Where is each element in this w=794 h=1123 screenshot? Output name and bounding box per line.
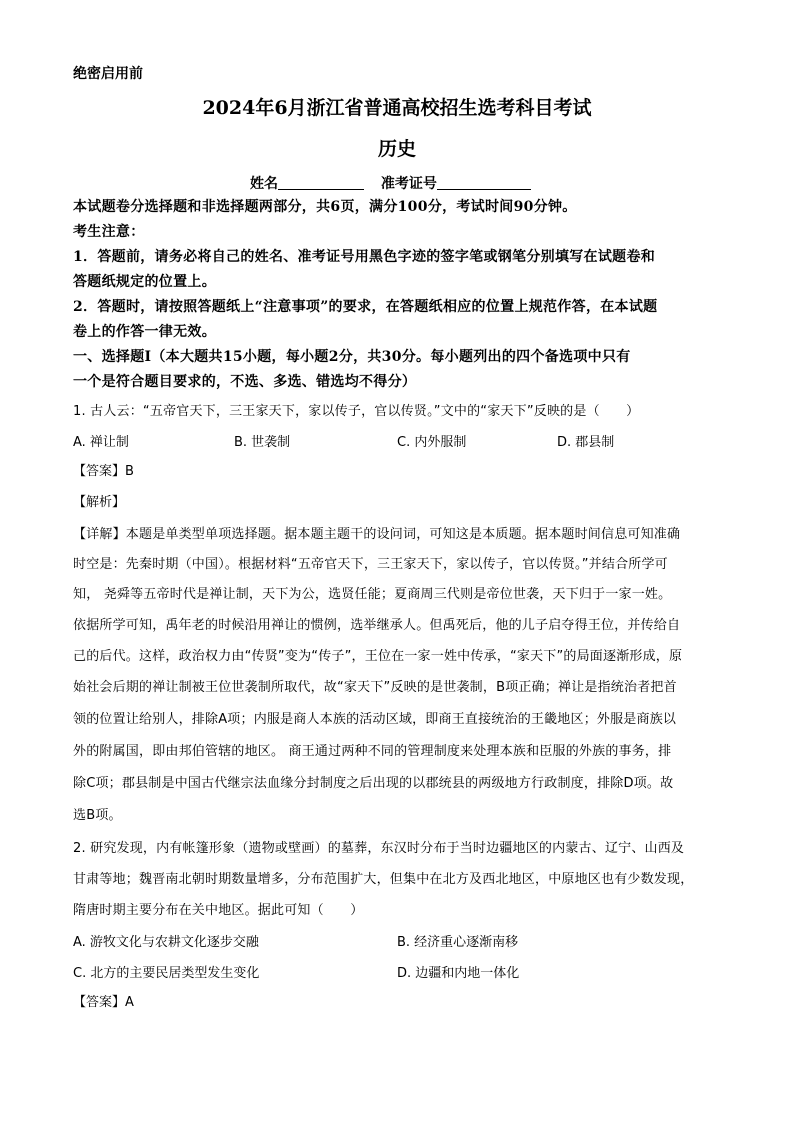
candidate-info-row [250,173,531,193]
exam-number-blank [437,176,531,190]
explanation-line: 时空是：先秦时期（中国）。根据材料“五帝官天下，三王家天下，家以传子，官以传贤。”并结合所学可 [73,557,668,572]
subject-title: 历史 [377,138,416,160]
question-2-option-c: C. 北方的主要民居类型发生变化 [73,966,260,981]
question-2-stem-line-3: 隋唐时期主要分布在关中地区。据此可知（ ） [73,903,364,918]
explanation-line: 【详解】本题是单类型单项选择题。据本题主题干的设问词，可知这是本质题。据本题时间信息可知准确 [73,527,681,542]
name-label: 姓名 [250,176,278,192]
question-1-analysis-tag: 【解析】 [73,495,126,510]
explanation-line: 依据所学可知，禹年老的时候沿用禅让的惯例，选举继承人。但禹死后，他的儿子启夺得王位，并传给自 [73,618,681,633]
question-2-stem-line-1: 2. 研究发现，内有帐篷形象（遗物或壁画）的墓葬，东汉时分布于当时边疆地区的内蒙古、辽宁、山西及 [73,841,685,856]
note-1-line-1: 1．答题前，请务必将自己的姓名、准考证号用黑色字迹的签字笔或钢笔分别填写在试题卷和 [73,249,656,265]
question-2-option-b: B. 经济重心逐渐南移 [397,935,519,950]
question-1-option-d: D. 郡县制 [557,435,615,450]
notes-title: 考生注意： [73,224,145,240]
explanation-line: 始社会后期的禅让制被王位世袭制所取代，故“家天下”反映的是世袭制，B项正确；禅让是指统治者把首 [73,680,677,695]
section-1-heading-line-2: 一个是符合题目要求的，不选、多选、错选均不得分） [73,374,417,390]
question-2-option-a: A. 游牧文化与农耕文化逐步交融 [73,935,259,950]
note-1-line-2: 答题纸规定的位置上。 [73,274,216,290]
note-2-line-1: 2．答题时，请按照答题纸上“注意事项”的要求，在答题纸相应的位置上规范作答，在本试题 [73,299,658,315]
question-1-stem: 1. 古人云：“五帝官天下，三王家天下，家以传子，官以传贤。”文中的“家天下”反映的是（ ） [73,404,640,419]
note-2-line-2: 卷上的作答一律无效。 [73,324,216,340]
question-1-option-a: A. 禅让制 [73,435,129,450]
question-1-option-c: C. 内外服制 [397,435,467,450]
question-2-answer: 【答案】A [73,995,134,1010]
question-2-stem-line-2: 甘肃等地；魏晋南北朝时期数量增多，分布范围扩大，但集中在北方及西北地区，中原地区也有少数发现， [73,872,694,887]
exam-intro: 本试题卷分选择题和非选择题两部分，共6页，满分100分，考试时间90分钟。 [73,199,577,215]
name-blank [278,176,364,190]
explanation-line: 外的附属国，即由邦伯管辖的地区。 商王通过两种不同的管理制度来处理本族和臣服的外族的事务，排 [73,744,672,759]
question-1-option-b: B. 世袭制 [234,435,291,450]
explanation-line: 领的位置让给别人，排除A项；内服是商人本族的活动区域，即商王直接统治的王畿地区；外服是商族以 [73,712,677,727]
exam-title: 2024年6月浙江省普通高校招生选考科目考试 [202,97,592,119]
question-1-answer: 【答案】B [73,464,134,479]
question-2-option-d: D. 边疆和内地一体化 [397,966,520,981]
explanation-line: 知， 尧舜等五帝时代是禅让制，天下为公，选贤任能；夏商周三代则是帝位世袭，天下归于一家一姓。 [73,587,672,602]
explanation-line: 己的后代。这样，政治权力由“传贤”变为“传子”，王位在一家一姓中传承，“家天下”的局面逐渐形成，原 [73,649,683,664]
exam-number-label: 准考证号 [380,176,437,192]
confidential-label: 绝密启用前 [73,66,143,82]
explanation-line: 除C项；郡县制是中国古代继宗法血缘分封制度之后出现的以郡统县的两级地方行政制度，排除D项。故 [73,776,674,791]
section-1-heading-line-1: 一、选择题Ⅰ（本大题共15小题，每小题2分，共30分。每小题列出的四个备选项中只有 [73,349,631,365]
explanation-line: 选B项。 [73,808,122,823]
